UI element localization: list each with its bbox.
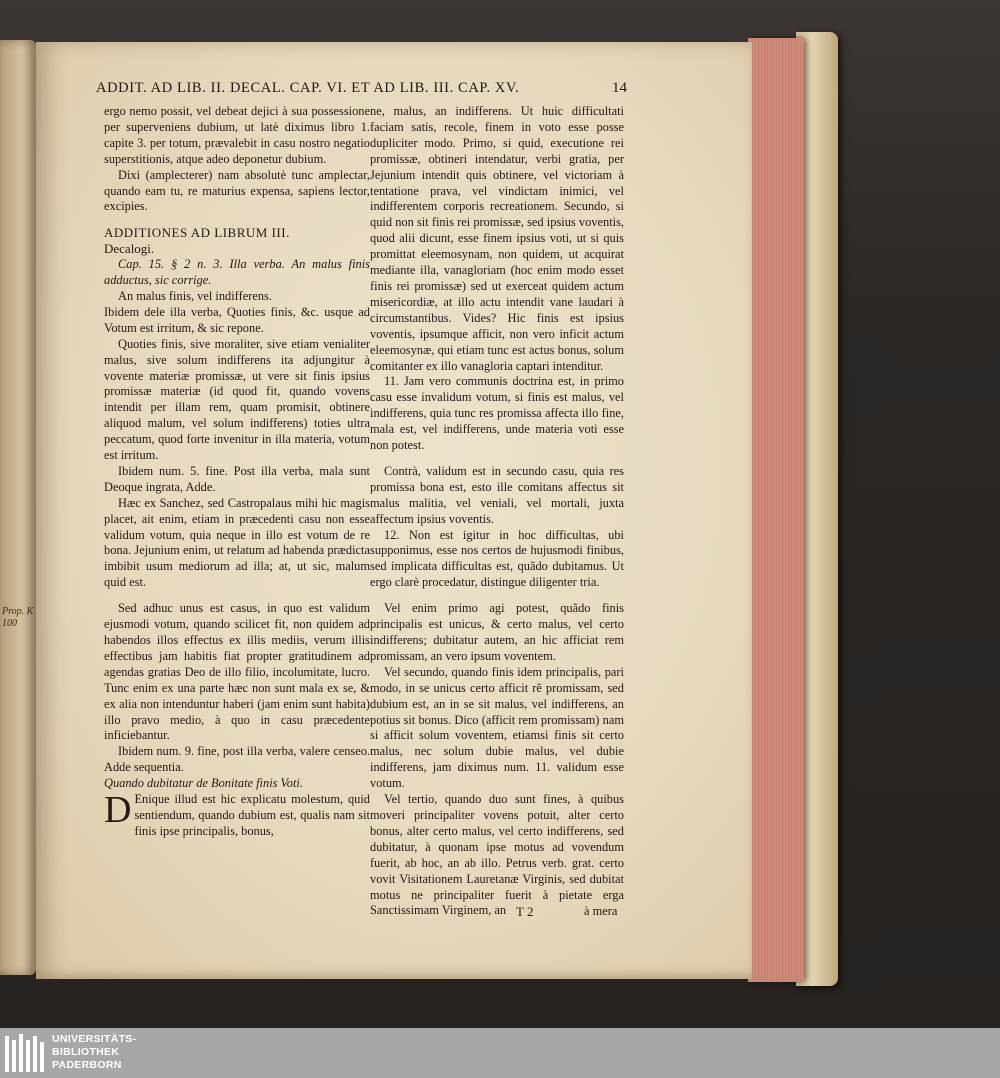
paragraph: Vel secundo, quando finis idem principalis, pari modo, in se unicus certo afficit rẽ promissam, sed dubium est, an in se sit malus, vel indifferens, an potius sit bonus. Dico (afficit rem promissam) nam si afficit solum voventem, etiamsi finis sit certo malus, nec solum dubie malus, vel dubie indifferens, jam diximus num. 11. validum esse votum. xyxy=(370,664,624,791)
book-page xyxy=(36,42,752,979)
paragraph: Vel tertio, quando duo sunt fines, à quibus moveri principaliter vovens potuit, alter certo bonus, alter certo malus, vel certo indifferens, sed dubitatur, à quonam ipse motus ad vovendum fuerit, ab hoc, an ab illo. Petrus verb. grat. certo vovit Visitationem Lauretanæ Virginis, sed dubitat motus ne principaliter fuerit à pietate erga Sanctissimam Virginem, an xyxy=(370,792,624,918)
page-number: 14 xyxy=(612,80,627,96)
paragraph: Ibidem num. 5. fine. Post illa verba, mala sunt Deoque ingrata, Adde. xyxy=(104,463,370,494)
italic-heading: Quando dubitatur de Bonitate finis Voti. xyxy=(104,776,303,791)
catchword: à mera xyxy=(584,904,618,918)
left-page-edge xyxy=(0,40,36,975)
paragraph: Quoties finis, sive moraliter, sive etiam venialiter malus, sive solum indifferens ita adjungitur à vovente materiæ promissæ, ut vere sit finis ipsius promissæ materiæ (id quod fit, quando vovens intendit per illam rem, quam promisit, obtinere aliquod malum, vel solum indifferens) toties ultra peccatum, quod forte invenitur in illa materia, votum est irritum. xyxy=(104,336,370,463)
paragraph: 12. Non est igitur in hoc difficultas, ubi supponimus, esse nos certos de hujusmodi finibus, sed implicata difficultas est, quãdo dubitamus. Ut ergo clarè procedatur, distingue diligenter tria. xyxy=(370,527,624,590)
paragraph: Ibidem num. 9. fine, post illa verba, valere censeo. Adde sequentia. xyxy=(104,744,370,775)
signature-mark: T 2 xyxy=(516,904,534,919)
paragraph-dropcap: D Enique illud est hic explicatu molestum, quid sentiendum, quando dubium est, qualis nam sit finis ipse principalis, bonus, xyxy=(104,789,370,838)
paragraph: Dixi (amplecterer) nam absolutè tunc amplectar, quando eam tu, re maturius expensa, sapiens lector, excipies. xyxy=(104,167,370,214)
paragraph: 11. Jam vero communis doctrina est, in primo casu esse invalidum votum, si finis est malus, vel indifferens, quia tunc res promissa affecta illo fine, mala est, vel indifferens, unde materia voti esse non potest. xyxy=(370,374,624,453)
paragraph: Sed adhuc unus est casus, in quo est validum ejusmodi votum, quando scilicet fit, non quidem ad habendos illos effectus ex illis mediis, verum illis effectibus jam habitis fiat propter gratitudinem ad agendas gratias Deo de illo filio, incolumitate, lucro. Tunc enim ex una parte hæc non sunt mala ex se, & ex alia non intenduntur haberi (jam enim sunt habita) illo pravo medio, à quo in casu præcedente inficiebantur. xyxy=(104,601,370,743)
footer-bar xyxy=(0,1028,1000,1078)
library-name: UNIVERSITÄTS- BIBLIOTHEK PADERBORN xyxy=(52,1033,137,1071)
paragraph: Cap. 15. § 2 n. 3. Illa verba. An malus finis adductus, sic corrige. xyxy=(104,257,370,288)
page-edges xyxy=(748,38,804,982)
section-heading: ADDITIONES AD LIBRUM III. xyxy=(104,225,290,241)
margin-note: Prop. K 100 xyxy=(2,606,34,629)
paragraph: ne, malus, an indifferens. Ut huic difficultati faciam satis, recole, finem in voto esse posse dupliciter modo. Primo, si quid, executione rei promissæ, obtineri intendatur, verbi gratia, per Jejunium intendit quis obtinere, vel victoriam à tentatione prava, vel vindictam inimici, vel indifferentem corporis recreationem. Secundo, si quid non sit finis rei promissæ, sed ipsius voventis, quod alii dicunt, esse finem ipsius voti, ut si quis promittat eleemosynam, non quidem, ut acquirat mediante illa, vanagloriam (hoc enim modo esset finis rei promissæ) sed ut exerceat quidem actum misericordiæ, at illo actu intendit vane laudari à circumstantibus. Vides? Hic finis est ipsius voventis, ipsumque afficit, non vero inficit actum eleemosynæ, qui etiam tunc est actus bonus, solum comitanter ex illo vanagloria captari intenditur. xyxy=(370,104,624,373)
drop-cap: D xyxy=(104,789,132,832)
paragraph: ergo nemo possit, vel debeat dejici à sua possessione per superveniens dubium, ut latè diximus libro 1. capite 3. per totum, prævalebit in casu nostro negatio superstitionis, atque adeo deponetur dubium. xyxy=(104,104,370,166)
running-head: ADDIT. AD LIB. II. DECAL. CAP. VI. ET AD LIB. III. CAP. XV. xyxy=(96,80,520,96)
paragraph: Vel enim primo agi potest, quãdo finis principalis est unicus, & certo malus, vel certo indifferens; dubitatur autem, an hic afficiat rem promissam, an vero ipsum voventem. xyxy=(370,601,624,663)
paragraph: Hæc ex Sanchez, sed Castropalaus mihi hic magis placet, ait enim, etiam in præcedenti casu non esse validum votum, quia neque in illo est votum de re bona. Jejunium enim, ut relatum ad habenda prædicta imbibit usum mediorum ad illa; at, ut sic, malum quid est. xyxy=(104,495,370,590)
section-subheading: Decalogi. xyxy=(104,241,155,257)
paragraph: Ibidem dele illa verba, Quoties finis, &c. usque ad Votum est irritum, & sic repone. xyxy=(104,304,370,335)
library-logo-icon xyxy=(2,1030,48,1076)
left-column xyxy=(104,104,370,840)
paragraph: Contrà, validum est in secundo casu, quia res promissa bona est, esto ille comitans affectus sit malus malitia, vel veniali, vel mortali, juxta affectum ipsius voventis. xyxy=(370,463,624,526)
paragraph: An malus finis, vel indifferens. xyxy=(118,288,272,303)
right-column xyxy=(370,104,624,919)
